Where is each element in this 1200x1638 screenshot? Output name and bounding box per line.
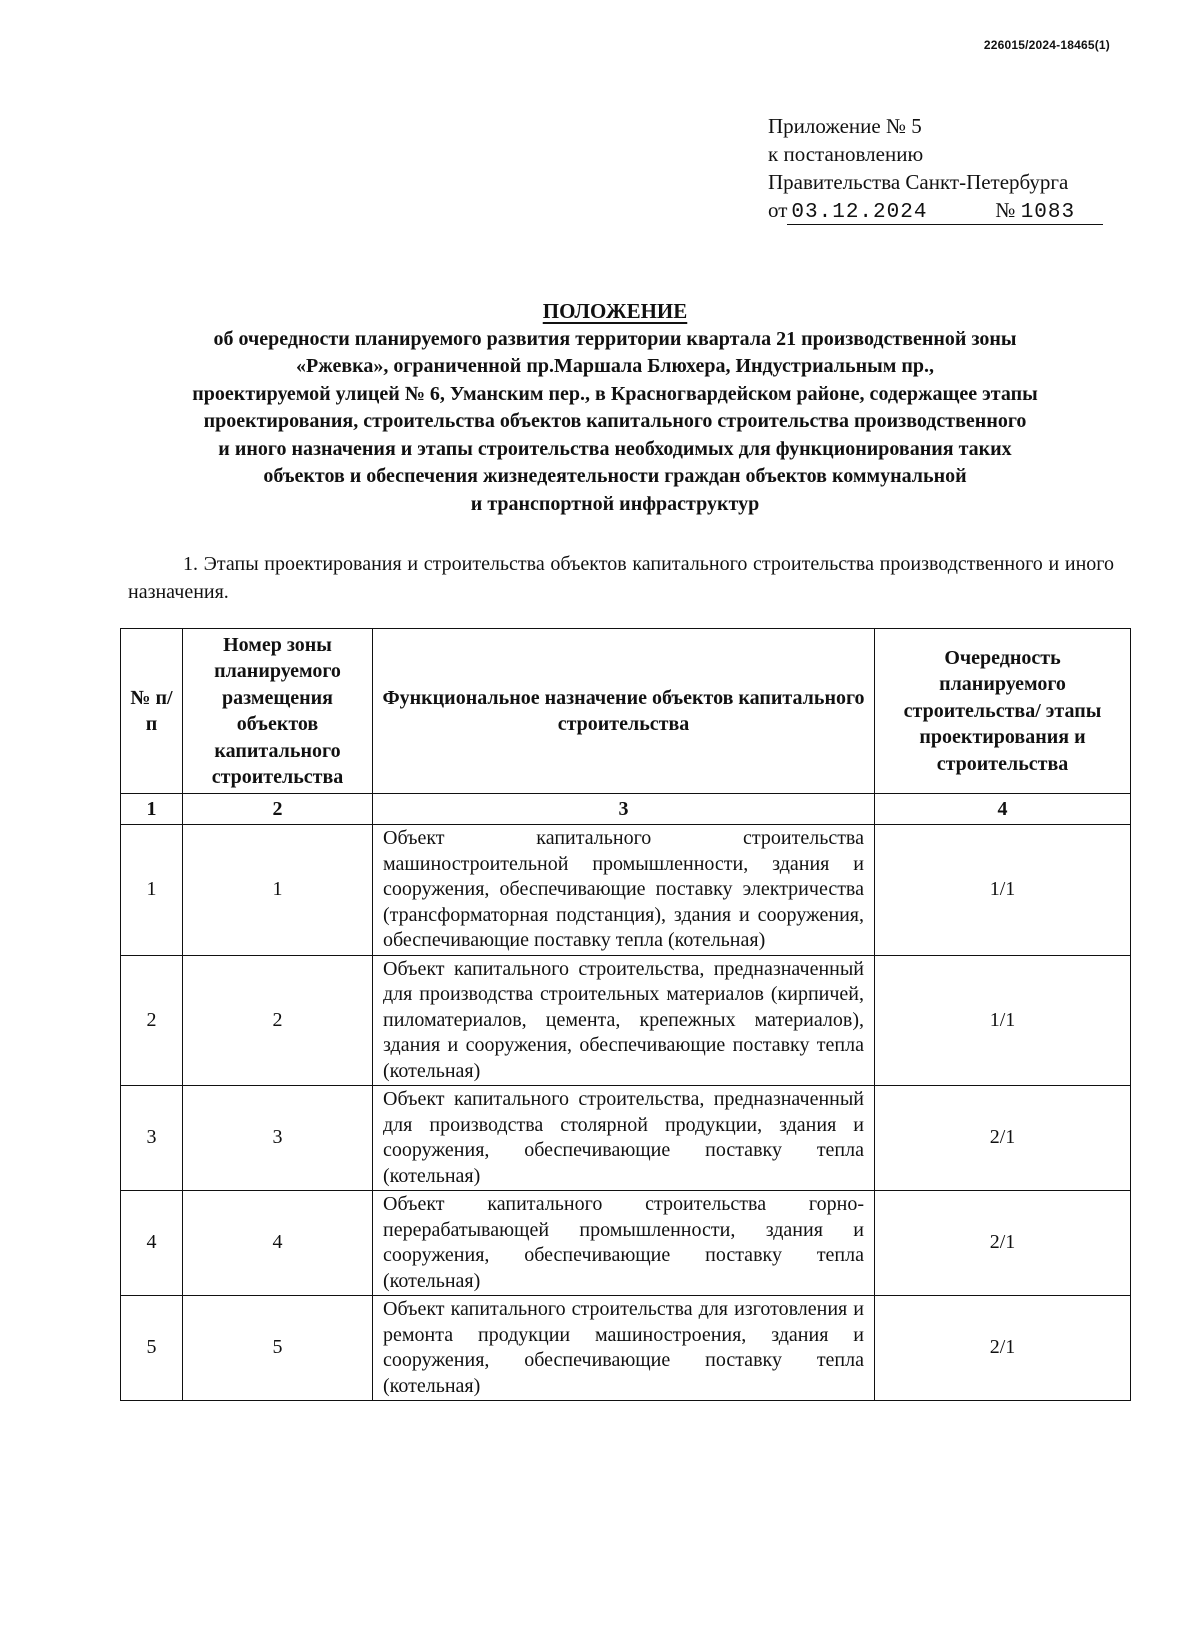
resolution-number-field xyxy=(991,199,1103,225)
header-stage: Очередность планируемого строительства/ этапы проектирования и строительства xyxy=(875,629,1131,794)
stage-value: 2/1 xyxy=(875,1191,1131,1296)
title-line: об очередности планируемого развития территории квартала 21 производственной зоны xyxy=(213,327,1017,350)
stages-table xyxy=(120,628,1131,1401)
stage-value: 1/1 xyxy=(875,955,1131,1086)
function-description: Объект капитального строительства горно-перерабатывающей промышленности, здания и сооружения, обеспечивающие поставку тепла (котельная) xyxy=(373,1191,875,1296)
table-row xyxy=(121,825,1131,956)
title-line: проектирования, строительства объектов капитального строительства производственного xyxy=(203,410,1027,432)
header-zone-number: Номер зоны планируемого размещения объектов капитального строительства xyxy=(183,629,373,794)
column-number-row xyxy=(121,794,1131,825)
zone-number: 4 xyxy=(183,1191,373,1296)
row-number: 2 xyxy=(121,955,183,1086)
function-description: Объект капитального строительства машиностроительной промышленности, здания и сооружения, обеспечивающие поставку электричества (трансформаторная подстанция), здания и сооружения, обеспечивающие поставку тепла (котельная) xyxy=(373,825,875,956)
table-row xyxy=(121,1086,1131,1191)
column-number: 1 xyxy=(121,794,183,825)
stage-value: 2/1 xyxy=(875,1296,1131,1401)
column-number: 2 xyxy=(183,794,373,825)
zone-number: 3 xyxy=(183,1086,373,1191)
document-number: 226015/2024-18465(1) xyxy=(983,38,1110,52)
header-row-number: № п/п xyxy=(121,629,183,794)
title-line: объектов и обеспечения жизнедеятельности граждан объектов коммунальной xyxy=(263,465,967,487)
column-number: 3 xyxy=(373,794,875,825)
section-1-paragraph xyxy=(128,550,1114,606)
appendix-block xyxy=(768,112,1128,225)
appendix-line-2: к постановлению xyxy=(768,142,924,166)
column-number: 4 xyxy=(875,794,1131,825)
section-1-text: 1. Этапы проектирования и строительства объектов капитального строительства производственного и иного назначения. xyxy=(128,553,1114,603)
appendix-date-line xyxy=(768,196,1128,225)
row-number: 1 xyxy=(121,825,183,956)
stage-value: 2/1 xyxy=(875,1086,1131,1191)
title-line: и иного назначения и этапы строительства необходимых для функционирования таких xyxy=(218,437,1012,460)
row-number: 3 xyxy=(121,1086,183,1191)
title-line: проектируемой улицей № 6, Уманским пер., в Красногвардейском районе, содержащее этапы xyxy=(192,382,1038,405)
stage-value: 1/1 xyxy=(875,825,1131,956)
title-line: и транспортной инфраструктур xyxy=(470,492,760,515)
table-row xyxy=(121,1296,1131,1401)
document-title xyxy=(110,298,1120,518)
function-description: Объект капитального строительства, предназначенный для производства строительных материалов (кирпичей, пиломатериалов, цемента, крепежных материалов), здания и сооружения, обеспечивающие поставку тепла (котельная) xyxy=(373,955,875,1086)
resolution-date: 03.12.2024 xyxy=(787,202,991,225)
table-row xyxy=(121,1191,1131,1296)
number-prefix: № xyxy=(995,198,1016,222)
zone-number: 2 xyxy=(183,955,373,1086)
date-prefix: от xyxy=(768,198,788,222)
function-description: Объект капитального строительства, предназначенный для производства столярной продукции, здания и сооружения, обеспечивающие поставку тепла (котельная) xyxy=(373,1086,875,1191)
zone-number: 1 xyxy=(183,825,373,956)
title-heading: ПОЛОЖЕНИЕ xyxy=(542,299,688,323)
table-header-row xyxy=(121,629,1131,794)
title-line: «Ржевка», ограниченной пр.Маршала Блюхера, Индустриальным пр., xyxy=(296,355,934,377)
appendix-line-3: Правительства Санкт-Петербурга xyxy=(768,170,1069,194)
appendix-line-1: Приложение № 5 xyxy=(768,114,922,138)
header-function: Функциональное назначение объектов капитального строительства xyxy=(373,629,875,794)
row-number: 4 xyxy=(121,1191,183,1296)
row-number: 5 xyxy=(121,1296,183,1401)
function-description: Объект капитального строительства для изготовления и ремонта продукции машиностроения, здания и сооружения, обеспечивающие поставку тепла (котельная) xyxy=(373,1296,875,1401)
zone-number: 5 xyxy=(183,1296,373,1401)
resolution-number: 1083 xyxy=(1020,201,1076,224)
table-row xyxy=(121,955,1131,1086)
